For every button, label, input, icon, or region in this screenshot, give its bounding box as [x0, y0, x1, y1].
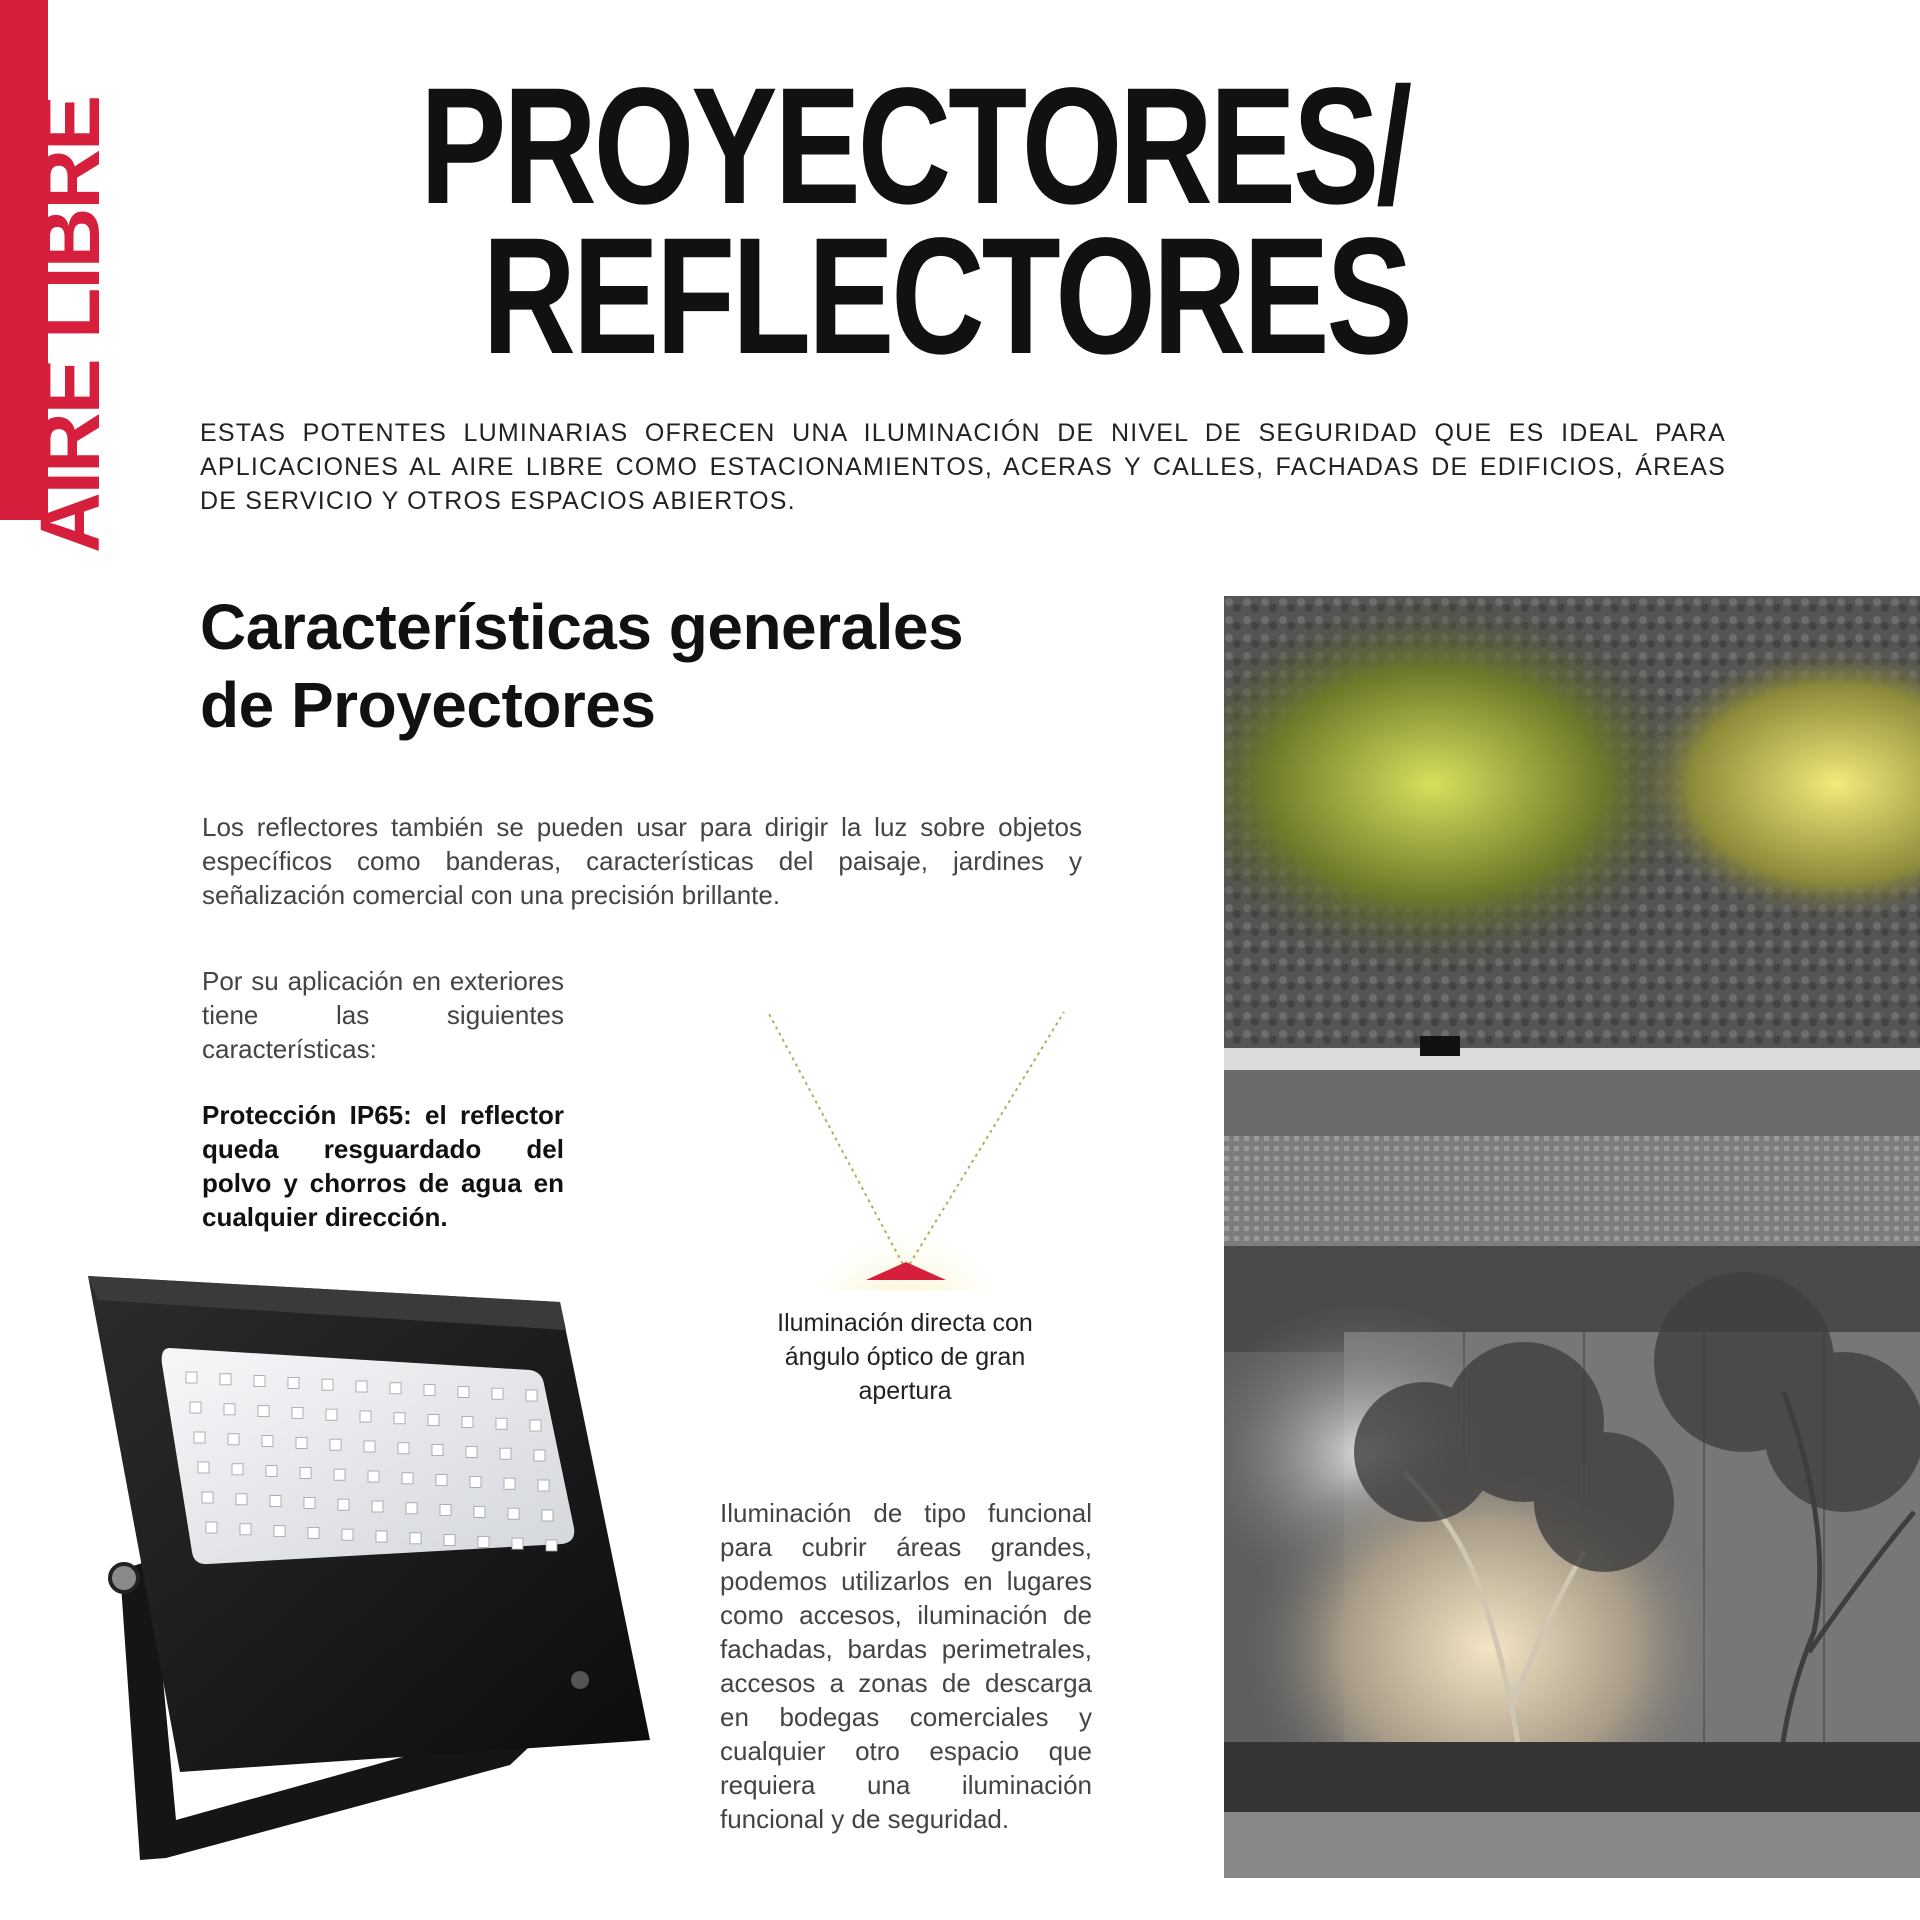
led-chip	[474, 1506, 485, 1517]
led-chip	[228, 1434, 239, 1445]
page-title-line2: REFLECTORES	[482, 204, 1410, 389]
led-floodlight-image	[80, 1260, 680, 1880]
led-chip	[546, 1540, 557, 1551]
led-chip	[402, 1473, 413, 1484]
led-chip	[288, 1377, 299, 1388]
led-chip	[232, 1464, 243, 1475]
led-chip	[224, 1404, 235, 1415]
led-chip	[198, 1462, 209, 1473]
led-chip	[398, 1443, 409, 1454]
led-chip	[428, 1415, 439, 1426]
led-chip	[466, 1446, 477, 1457]
page-title	[420, 54, 1410, 389]
led-chip	[326, 1409, 337, 1420]
led-chip	[394, 1413, 405, 1424]
led-chip	[504, 1478, 515, 1489]
beam-angle-icon	[740, 1000, 1080, 1290]
led-chip	[342, 1529, 353, 1540]
led-chip	[462, 1416, 473, 1427]
led-chip	[406, 1503, 417, 1514]
led-chip	[338, 1499, 349, 1510]
body-paragraph: Iluminación de tipo funcional para cubrir áreas grandes, podemos utilizarlos en lugares como accesos, iluminación de fachadas, bardas perimetrales, accesos a zonas de descarga en bodegas comerciales y cualquier otro espacio que requiera una iluminación funcional y de seguridad.	[720, 1498, 1092, 1834]
led-chip	[194, 1432, 205, 1443]
courtyard-trees-photo	[1224, 1272, 1920, 1878]
garden-wall-photo	[1224, 596, 1920, 1272]
led-chip	[266, 1466, 277, 1477]
led-chip	[334, 1469, 345, 1480]
led-chip	[440, 1505, 451, 1516]
led-chip	[330, 1439, 341, 1450]
led-chip	[478, 1536, 489, 1547]
section-heading	[200, 588, 1100, 744]
led-chip	[436, 1475, 447, 1486]
led-chip	[270, 1496, 281, 1507]
led-chip	[356, 1381, 367, 1392]
section-heading-line1: Características generales	[200, 591, 964, 663]
led-chip	[376, 1531, 387, 1542]
led-chip	[202, 1492, 213, 1503]
led-chip	[240, 1524, 251, 1535]
section-label: AIRE LIBRE	[23, 96, 117, 554]
led-chip	[526, 1390, 537, 1401]
led-chip	[444, 1535, 455, 1546]
led-chip	[236, 1494, 247, 1505]
led-chip	[470, 1476, 481, 1487]
led-chip	[254, 1376, 265, 1387]
body-paragraph: Por su aplicación en exteriores tiene las siguientes características:	[202, 966, 564, 1064]
led-chip	[258, 1406, 269, 1417]
led-chip	[296, 1437, 307, 1448]
led-chip	[496, 1418, 507, 1429]
led-chip	[274, 1526, 285, 1537]
led-chip	[538, 1480, 549, 1491]
body-paragraph: Los reflectores también se pueden usar para dirigir la luz sobre objetos específicos como banderas, características del paisaje, jardines y señalización comercial con una precisión brillante.	[202, 812, 1082, 910]
intro-paragraph: ESTAS POTENTES LUMINARIAS OFRECEN UNA ILUMINACIÓN DE NIVEL DE SEGURIDAD QUE ES IDEAL PARA APLICACIONES AL AIRE LIBRE COMO ESTACIONAMIENTOS, ACERAS Y CALLES, FACHADAS DE EDIFICIOS, ÁREAS DE SERVICIO Y OTROS ESPACIOS ABIERTOS.	[200, 419, 1726, 515]
beam-caption: Iluminación directa con ángulo óptico de gran apertura	[777, 1309, 1033, 1405]
led-chip	[304, 1497, 315, 1508]
section-heading-line2: de Proyectores	[200, 669, 656, 741]
led-chip	[360, 1411, 371, 1422]
feature-ip65: Protección IP65: el reflector queda resguardado del polvo y chorros de agua en cualquier dirección.	[202, 1100, 564, 1232]
page-title-line1: PROYECTORES/	[420, 54, 1410, 239]
led-chip	[492, 1388, 503, 1399]
led-chip	[508, 1508, 519, 1519]
led-chip	[186, 1372, 197, 1383]
led-chip	[220, 1374, 231, 1385]
led-chip	[458, 1386, 469, 1397]
led-chip	[530, 1420, 541, 1431]
led-chip	[424, 1385, 435, 1396]
led-chip	[372, 1501, 383, 1512]
led-chip	[300, 1467, 311, 1478]
led-chip	[410, 1533, 421, 1544]
led-chip	[390, 1383, 401, 1394]
led-chip	[512, 1538, 523, 1549]
led-chip	[500, 1448, 511, 1459]
led-chip	[432, 1445, 443, 1456]
led-chip	[292, 1407, 303, 1418]
led-chip	[542, 1510, 553, 1521]
led-chip	[368, 1471, 379, 1482]
led-chip	[190, 1402, 201, 1413]
led-chip	[534, 1450, 545, 1461]
led-chip	[206, 1522, 217, 1533]
led-chip	[262, 1436, 273, 1447]
led-chip	[364, 1441, 375, 1452]
led-chip	[322, 1379, 333, 1390]
led-chip	[308, 1527, 319, 1538]
